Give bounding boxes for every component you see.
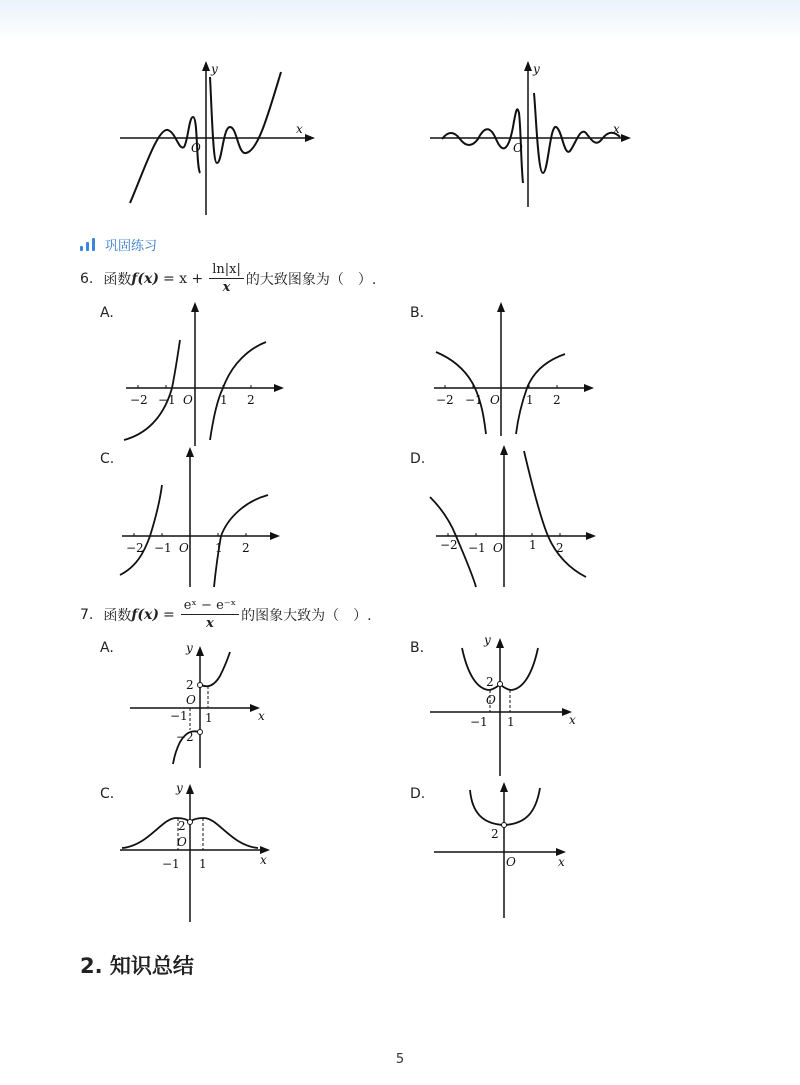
heading-knowledge-summary: 2. 知识总结 bbox=[80, 954, 194, 978]
graph-label: 1 bbox=[205, 711, 213, 725]
graph-label: O bbox=[177, 835, 187, 849]
q6-option-a-label[interactable]: A. bbox=[100, 305, 114, 321]
equation-part: = bbox=[162, 606, 175, 623]
graph-label: y bbox=[186, 641, 193, 655]
top-right-origin: O bbox=[513, 141, 523, 155]
graph-label: 2 bbox=[486, 675, 494, 689]
q7-option-c-label[interactable]: C. bbox=[100, 786, 115, 802]
top-right-y-label: y bbox=[533, 62, 540, 76]
graph-label: x bbox=[558, 855, 565, 869]
q6-option-c-label[interactable]: C. bbox=[100, 451, 115, 467]
top-left-x-label: x bbox=[296, 122, 303, 136]
question-number: 6. bbox=[80, 270, 94, 287]
fraction-denominator: x bbox=[222, 280, 231, 295]
graph-label: O bbox=[183, 393, 193, 407]
graph-label: 1 bbox=[529, 538, 537, 552]
page-number: 5 bbox=[395, 1052, 405, 1067]
graph-label: −2 bbox=[176, 730, 194, 744]
graph-label: 2 bbox=[242, 541, 250, 555]
graph-label: 1 bbox=[199, 857, 207, 871]
top-left-y-label: y bbox=[211, 62, 218, 76]
graph-label: −1 bbox=[470, 715, 488, 729]
graph-label: y bbox=[176, 781, 183, 795]
q7-option-b-label[interactable]: B. bbox=[410, 640, 425, 656]
equation-part: = x + bbox=[162, 270, 204, 287]
q7-option-d-label[interactable]: D. bbox=[410, 786, 426, 802]
q6-option-b-label[interactable]: B. bbox=[410, 305, 425, 321]
graph-label: 2 bbox=[247, 393, 255, 407]
function-name: f(x) bbox=[131, 270, 159, 287]
q7-graph-d[interactable] bbox=[432, 782, 577, 922]
graph-label: x bbox=[569, 713, 576, 727]
graph-label: x bbox=[260, 853, 267, 867]
graph-label: −2 bbox=[440, 538, 458, 552]
graph-label: O bbox=[506, 855, 516, 869]
graph-label: −2 bbox=[436, 393, 454, 407]
fraction bbox=[209, 262, 244, 295]
bar-chart-icon bbox=[80, 237, 95, 251]
question-prefix: 函数 bbox=[103, 607, 132, 624]
q7-graph-c[interactable] bbox=[118, 776, 278, 926]
graph-label: x bbox=[258, 709, 265, 723]
fraction-denominator: x bbox=[206, 616, 214, 631]
question-7 bbox=[80, 598, 372, 631]
q6-graph-a[interactable] bbox=[120, 298, 290, 448]
section-title: 巩固练习 bbox=[105, 238, 158, 254]
function-name: f(x) bbox=[131, 606, 159, 623]
graph-label: −1 bbox=[158, 393, 176, 407]
graph-label: 2 bbox=[491, 827, 499, 841]
graph-label: O bbox=[490, 393, 500, 407]
q6-graph-c[interactable] bbox=[118, 445, 288, 590]
graph-label: −2 bbox=[126, 541, 144, 555]
q7-option-a-label[interactable]: A. bbox=[100, 640, 114, 656]
graph-label: 1 bbox=[526, 393, 534, 407]
question-prefix: 函数 bbox=[103, 271, 132, 288]
q6-graph-b[interactable] bbox=[430, 298, 600, 438]
graph-label: O bbox=[493, 541, 503, 555]
fraction bbox=[181, 598, 239, 631]
top-left-graph bbox=[118, 55, 328, 220]
q6-graph-d[interactable] bbox=[428, 445, 600, 590]
graph-label: −2 bbox=[130, 393, 148, 407]
top-right-x-label: x bbox=[613, 122, 620, 136]
question-suffix: 的图象大致为（ ）. bbox=[241, 607, 372, 624]
graph-label: 2 bbox=[186, 678, 194, 692]
top-left-origin: O bbox=[191, 141, 201, 155]
top-right-graph bbox=[428, 55, 638, 215]
graph-label: O bbox=[486, 693, 496, 707]
graph-label: O bbox=[179, 541, 189, 555]
graph-label: −1 bbox=[465, 393, 483, 407]
graph-label: 1 bbox=[507, 715, 515, 729]
graph-label: −1 bbox=[170, 709, 188, 723]
graph-label: −1 bbox=[154, 541, 172, 555]
q7-graph-a[interactable] bbox=[128, 638, 273, 773]
fraction-numerator: eˣ − e⁻ˣ bbox=[181, 598, 239, 615]
fraction-numerator: ln|x| bbox=[209, 262, 244, 279]
question-6 bbox=[80, 262, 376, 295]
graph-label: −1 bbox=[468, 541, 486, 555]
graph-label: 2 bbox=[553, 393, 561, 407]
graph-label: O bbox=[186, 693, 196, 707]
section-consolidation-practice bbox=[80, 234, 157, 254]
graph-label: 1 bbox=[215, 541, 223, 555]
graph-label: y bbox=[484, 633, 491, 647]
graph-label: −1 bbox=[162, 857, 180, 871]
graph-label: 1 bbox=[220, 393, 228, 407]
graph-label: 2 bbox=[556, 541, 564, 555]
question-number: 7. bbox=[80, 606, 94, 623]
q7-graph-b[interactable] bbox=[428, 630, 578, 780]
question-suffix: 的大致图象为（ ）. bbox=[245, 271, 377, 288]
q6-option-d-label[interactable]: D. bbox=[410, 451, 426, 467]
page-top-band bbox=[0, 0, 800, 40]
graph-label: 2 bbox=[178, 819, 186, 833]
